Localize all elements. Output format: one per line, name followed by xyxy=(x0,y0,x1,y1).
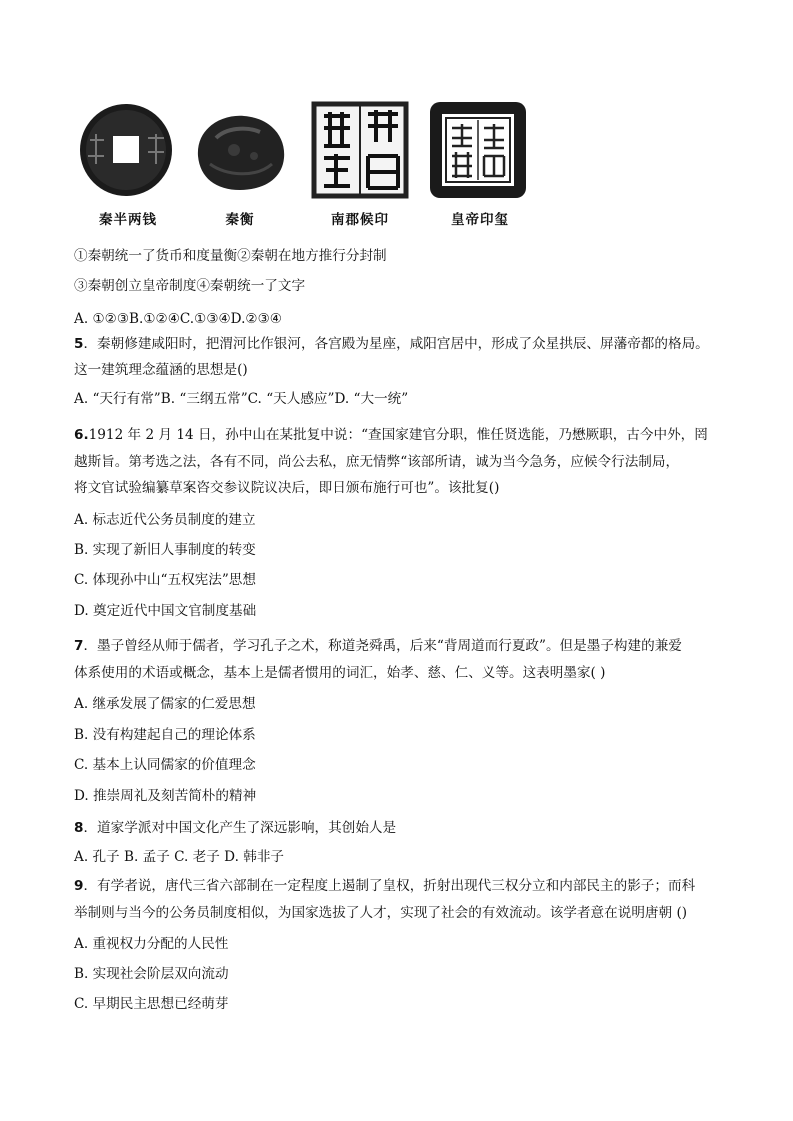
q5-options: A. “天行有常”B. “三纲五常”C. “天人感应”D. “大一统” xyxy=(74,391,409,407)
coin-icon xyxy=(74,98,184,203)
q5-stem-line-2: 这一建筑理念蕴涵的思想是() xyxy=(74,362,248,378)
q9-number: 9 xyxy=(74,878,84,894)
q6-stem-line-2: 越斯旨。第考选之法，各有不同，尚公去私，庶无情弊“该部所请，诚为当今急务，应候令行法制局， xyxy=(74,454,680,470)
q9-option-c: C. 早期民主思想已经萌芽 xyxy=(74,996,229,1012)
q9-stem-line-2: 举制则与当今的公务员制度相似，为国家选拔了人才，实现了社会的有效流动。该学者意在说明唐朝 () xyxy=(74,905,688,921)
q6-number: 6. xyxy=(74,427,89,443)
q7-option-a: A. 继承发展了儒家的仁爱思想 xyxy=(74,696,256,712)
figure-row xyxy=(74,98,534,238)
seal-icon xyxy=(306,98,416,203)
q7-option-c: C. 基本上认同儒家的价值理念 xyxy=(74,757,256,773)
q7-stem-line-1: 7．墨子曾经从师于儒者，学习孔子之术，称道尧舜禹，后来“背周道而行夏政”。但是墨子构建的兼爱 xyxy=(74,638,682,654)
q8-options: A. 孔子 B. 孟子 C. 老子 D. 韩非子 xyxy=(74,849,285,865)
q6-option-a: A. 标志近代公务员制度的建立 xyxy=(74,512,256,528)
q4-statements-2: ③秦朝创立皇帝制度④秦朝统一了文字 xyxy=(74,278,306,294)
q9-option-b: B. 实现社会阶层双向流动 xyxy=(74,966,229,982)
q4-statements-1: ①秦朝统一了货币和度量衡②秦朝在地方推行分封制 xyxy=(74,248,387,264)
imperial-seal-icon xyxy=(426,98,536,203)
q7-option-b: B. 没有构建起自己的理论体系 xyxy=(74,727,256,743)
q6-option-d: D. 奠定近代中国文官制度基础 xyxy=(74,603,257,619)
q5-stem-line-1: 5．秦朝修建咸阳时，把渭河比作银河，各宫殿为星座，咸阳宫居中，形成了众星拱辰、屏藩帝都的格局。 xyxy=(74,336,709,352)
figure-imperial-seal xyxy=(426,98,536,238)
q8-number: 8 xyxy=(74,820,84,836)
weight-icon xyxy=(186,98,296,203)
q9-stem-line-1: 9．有学者说，唐代三省六部制在一定程度上遏制了皇权，折射出现代三权分立和内部民主的影子；而科 xyxy=(74,878,696,894)
figure-caption: 南郡候印 xyxy=(331,212,389,228)
q6-option-c: C. 体现孙中山“五权宪法”思想 xyxy=(74,572,256,588)
q8-stem: 8．道家学派对中国文化产生了深远影响，其创始人是 xyxy=(74,820,397,836)
figure-caption: 秦衡 xyxy=(225,212,255,228)
q7-number: 7 xyxy=(74,638,84,654)
q6-stem-line-3: 将文官试验编纂草案咨交参议院议决后，即日颁布施行可也”。该批复() xyxy=(74,480,500,496)
q6-stem-line-1: 6.1912 年 2 月 14 日，孙中山在某批复中说：“查国家建官分职，惟任贤选能，乃懋厥职，古今中外，罔 xyxy=(74,427,708,443)
q4-options: A. ①②③B.①②④C.①③④D.②③④ xyxy=(74,311,282,327)
figure-caption: 皇帝印玺 xyxy=(451,212,509,228)
q7-option-d: D. 推崇周礼及刻苦简朴的精神 xyxy=(74,788,257,804)
figure-seal xyxy=(306,98,416,238)
q9-option-a: A. 重视权力分配的人民性 xyxy=(74,936,229,952)
figure-caption: 秦半两钱 xyxy=(99,212,157,228)
q7-stem-line-2: 体系使用的术语或概念，基本上是儒者惯用的词汇，始孝、慈、仁、义等。这表明墨家( ) xyxy=(74,665,606,681)
figure-weight xyxy=(186,98,296,238)
q5-number: 5 xyxy=(74,336,84,352)
figure-coin xyxy=(74,98,184,238)
q6-option-b: B. 实现了新旧人事制度的转变 xyxy=(74,542,256,558)
